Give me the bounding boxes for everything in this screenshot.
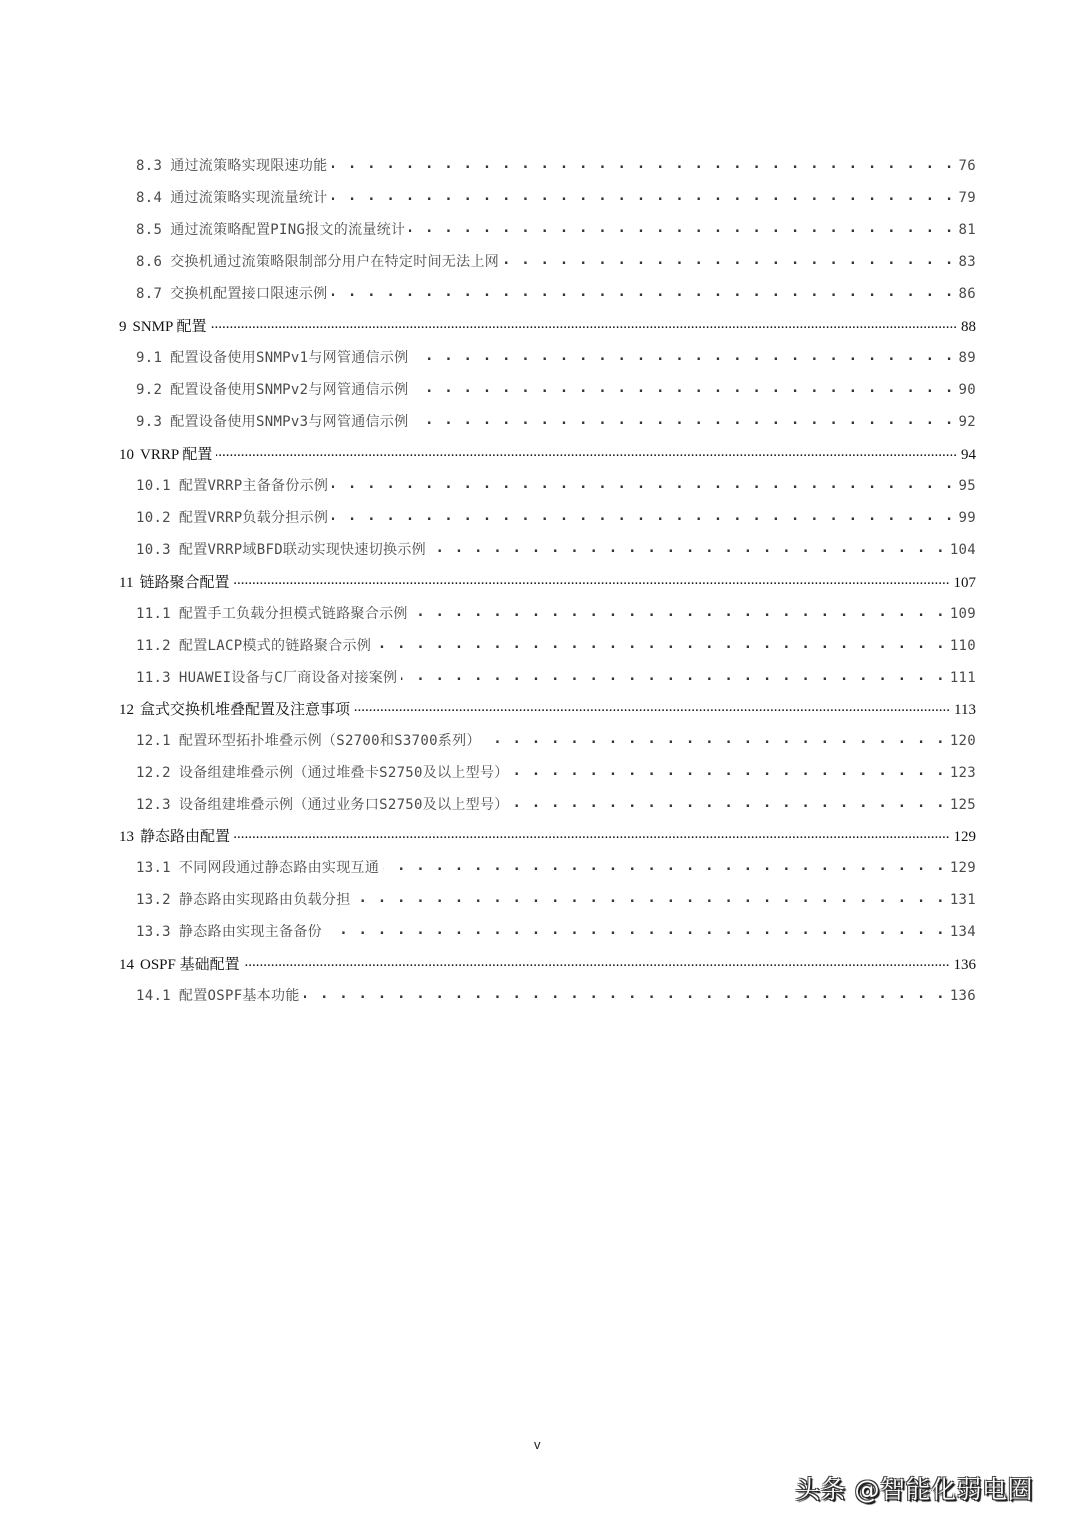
toc-entry-title: 静态路由实现路由负载分担 [178, 892, 351, 908]
toc-entry[interactable] [136, 857, 976, 877]
toc-entry-number: 9.2 [136, 382, 163, 398]
toc-entry-number: 11.2 [136, 638, 171, 654]
toc-entry-title: 配置设备使用SNMPv1与网管通信示例 [170, 350, 409, 366]
toc-chapter-number: 13 [119, 829, 134, 845]
dot-leader [355, 890, 946, 904]
toc-entry-number: 13.1 [136, 860, 171, 876]
dot-leader [332, 284, 955, 298]
dot-leader [412, 604, 946, 618]
dot-leader [412, 412, 954, 426]
toc-entry-page: 136 [949, 988, 976, 1004]
toc-entry-page: 111 [949, 670, 976, 686]
toc-chapter-title: VRRP 配置 [140, 447, 213, 463]
dot-leader [375, 636, 946, 650]
dot-leader [503, 252, 954, 266]
toc-entry-title: 设备组建堆叠示例（通过业务口S2750及以上型号） [178, 797, 509, 813]
toc-entry-title: 配置VRRP主备备份示例 [178, 478, 329, 494]
toc-entry[interactable] [136, 889, 976, 909]
toc-entry-page: 120 [949, 733, 976, 749]
toc-entry[interactable] [136, 155, 976, 175]
dot-leader [233, 572, 949, 587]
toc-entry-number: 14.1 [136, 988, 171, 1004]
dot-leader [304, 986, 946, 1000]
toc-chapter-page: 94 [961, 447, 976, 463]
toc-entry[interactable] [136, 507, 976, 527]
toc-entry-page: 81 [958, 222, 976, 238]
dot-leader [332, 508, 954, 522]
toc-entry[interactable] [136, 283, 976, 303]
toc-entry[interactable] [136, 475, 976, 495]
toc-entry-title: 交换机配置接口限速示例 [170, 286, 328, 302]
toc-entry-page: 95 [958, 478, 976, 494]
toc-entry[interactable] [136, 379, 976, 399]
toc-entry-number: 13.3 [136, 924, 171, 940]
toc-entry-title: 配置VRRP域BFD联动实现快速切换示例 [178, 542, 426, 558]
toc-entry-number: 8.5 [136, 222, 163, 238]
toc-entry[interactable] [136, 985, 976, 1005]
toc-entry-page: 125 [949, 797, 976, 813]
toc-entry[interactable] [136, 411, 976, 431]
dot-leader [234, 826, 949, 841]
toc-entry-page: 129 [949, 860, 976, 876]
toc-entry-title: 不同网段通过静态路由实现互通 [178, 860, 380, 876]
toc-entry-title: 配置设备使用SNMPv2与网管通信示例 [170, 382, 409, 398]
toc-entry-number: 12.2 [136, 765, 171, 781]
toc-entry[interactable] [136, 187, 976, 207]
toc-entry-page: 99 [958, 510, 976, 526]
toc-chapter-title: OSPF 基础配置 [140, 957, 240, 973]
toc-entry-page: 92 [958, 414, 976, 430]
toc-entry[interactable] [136, 762, 976, 782]
toc-entry[interactable] [136, 667, 976, 687]
toc-entry-number: 8.4 [136, 190, 163, 206]
toc-entry-page: 109 [949, 606, 976, 622]
dot-leader [332, 156, 955, 170]
toc-entry-number: 10.1 [136, 478, 171, 494]
toc-entry-title: 通过流策略实现限速功能 [170, 158, 328, 174]
toc-chapter-number: 12 [119, 702, 134, 718]
dot-leader [513, 763, 946, 777]
page-number: v [534, 1437, 541, 1452]
toc-chapter[interactable] [119, 443, 976, 464]
toc-entry-page: 90 [958, 382, 976, 398]
toc-entry-title: 通过流策略实现流量统计 [170, 190, 328, 206]
toc-chapter[interactable] [119, 571, 976, 592]
toc-chapter-page: 136 [953, 957, 976, 973]
toc-entry-number: 8.7 [136, 286, 163, 302]
toc-entry-title: 配置环型拓扑堆叠示例（S2700和S3700系列） [178, 733, 481, 749]
toc-entry-page: 134 [949, 924, 976, 940]
toc-entry-title: 配置OSPF基本功能 [178, 988, 300, 1004]
toc-entry-title: 设备组建堆叠示例（通过堆叠卡S2750及以上型号） [178, 765, 509, 781]
toc-chapter[interactable] [119, 825, 976, 846]
toc-entry-page: 110 [949, 638, 976, 654]
toc-entry[interactable] [136, 603, 976, 623]
toc-entry[interactable] [136, 794, 976, 814]
toc-entry-title: 交换机通过流策略限制部分用户在特定时间无法上网 [170, 254, 500, 270]
toc-chapter-title: SNMP 配置 [132, 319, 207, 335]
toc-entry-number: 8.6 [136, 254, 163, 270]
toc-chapter-page: 113 [954, 702, 976, 718]
toc-entry-page: 83 [958, 254, 976, 270]
toc-chapter-page: 88 [961, 319, 976, 335]
toc-entry[interactable] [136, 921, 976, 941]
toc-chapter-number: 14 [119, 957, 134, 973]
toc-entry-page: 123 [949, 765, 976, 781]
toc-chapter[interactable] [119, 698, 976, 719]
dot-leader [401, 668, 945, 682]
toc-entry-title: 通过流策略配置PING报文的流量统计 [170, 222, 406, 238]
dot-leader [326, 922, 946, 936]
toc-entry-title: 配置LACP模式的链路聚合示例 [178, 638, 372, 654]
toc-entry-title: 配置手工负载分担模式链路聚合示例 [178, 606, 408, 622]
toc-entry-page: 104 [949, 542, 976, 558]
toc-entry-title: 配置VRRP负载分担示例 [178, 510, 329, 526]
toc-entry[interactable] [136, 635, 976, 655]
toc-entry-number: 9.1 [136, 350, 163, 366]
toc-entry-number: 13.2 [136, 892, 171, 908]
dot-leader [216, 444, 957, 459]
toc-entry-number: 9.3 [136, 414, 163, 430]
toc-chapter-number: 11 [119, 575, 134, 591]
dot-leader [211, 316, 957, 331]
toc-entry[interactable] [136, 539, 976, 559]
dot-leader [412, 348, 954, 362]
toc-chapter-number: 10 [119, 447, 134, 463]
toc-entry-title: 配置设备使用SNMPv3与网管通信示例 [170, 414, 409, 430]
toc-entry-number: 11.3 [136, 670, 171, 686]
watermark: 头条 @智能化弱电圈 [795, 1475, 1033, 1504]
dot-leader [485, 731, 946, 745]
toc-entry-number: 8.3 [136, 158, 163, 174]
toc-chapter[interactable] [119, 315, 976, 336]
toc-chapter-title: 盒式交换机堆叠配置及注意事项 [140, 702, 351, 718]
toc-entry-page: 89 [958, 350, 976, 366]
toc-entry-page: 79 [958, 190, 976, 206]
toc-entry[interactable] [136, 219, 976, 239]
toc-chapter-title: 链路聚合配置 [139, 575, 230, 591]
toc-entry-title: HUAWEI设备与C厂商设备对接案例 [178, 670, 398, 686]
toc-chapter-page: 107 [953, 575, 976, 591]
toc-chapter-page: 129 [953, 829, 976, 845]
toc-entry[interactable] [136, 730, 976, 750]
dot-leader [332, 188, 955, 202]
toc-entry-number: 10.3 [136, 542, 171, 558]
toc-entry-page: 76 [958, 158, 976, 174]
toc-entry-number: 10.2 [136, 510, 171, 526]
toc-entry-page: 86 [958, 286, 976, 302]
dot-leader [354, 699, 950, 714]
toc-chapter[interactable] [119, 953, 976, 974]
dot-leader [244, 954, 950, 969]
dot-leader [409, 220, 954, 234]
dot-leader [412, 380, 954, 394]
dot-leader [383, 858, 946, 872]
toc-entry[interactable] [136, 347, 976, 367]
toc-entry[interactable] [136, 251, 976, 271]
toc-entry-page: 131 [949, 892, 976, 908]
dot-leader [332, 476, 954, 490]
dot-leader [513, 795, 946, 809]
toc-chapter-title: 静态路由配置 [140, 829, 231, 845]
toc-entry-title: 静态路由实现主备备份 [178, 924, 322, 940]
dot-leader [430, 540, 946, 554]
toc-chapter-number: 9 [119, 319, 127, 335]
toc-entry-number: 11.1 [136, 606, 171, 622]
toc-entry-number: 12.3 [136, 797, 171, 813]
toc-entry-number: 12.1 [136, 733, 171, 749]
